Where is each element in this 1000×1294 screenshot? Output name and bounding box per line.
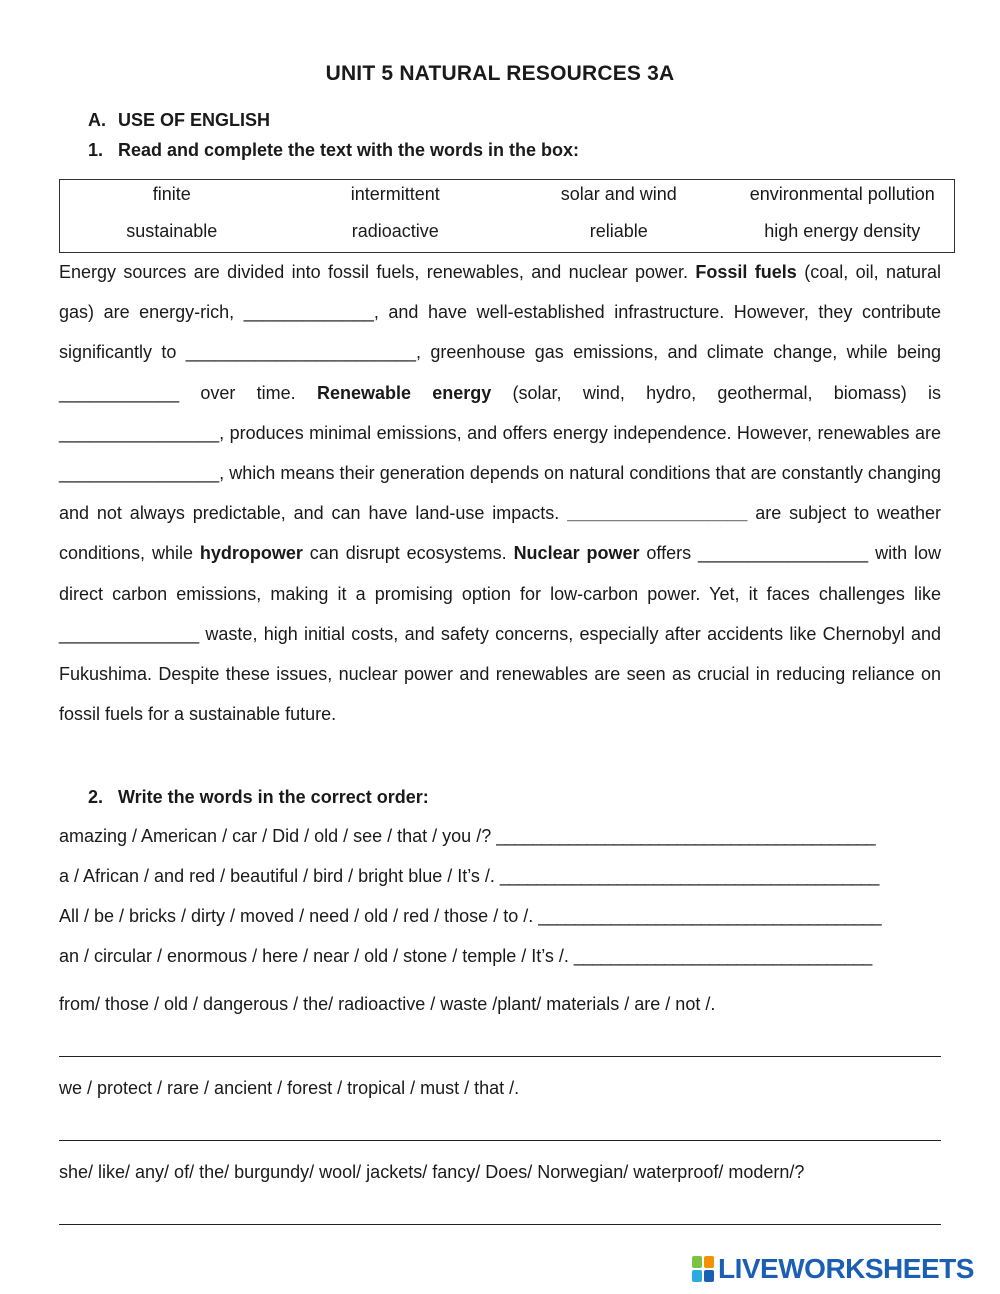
answer-blank[interactable]: __________________________________________ [496,826,875,846]
order-item [59,946,941,967]
reading-paragraph [59,252,941,734]
answer-line[interactable] [59,1224,941,1225]
paragraph-text: can disrupt ecosystems. [302,543,514,564]
order-item [59,826,941,847]
word-box-row [60,180,954,217]
task-2-label: Write the words in the correct order: [118,787,429,807]
bold-term: hydropower [199,543,303,564]
order-prompt: an / circular / enormous / here / near / old / stone / temple / It’s /. [59,946,574,966]
bold-term: Nuclear power [513,543,640,564]
order-prompt: All / be / bricks / dirty / moved / need / old / red / those / to /. [59,906,539,926]
paragraph-text: (solar, wind, hydro, geothermal, biomass) is ________________, produces minimal emissions, and offers energy independence. However, renewables are ________________, which means their generation depends on natural conditions that are constantly changing and not always predictable, and can have land-use impacts. [59,382,941,524]
answer-line[interactable] [59,1140,941,1141]
order-prompt-long: she/ like/ any/ of/ the/ burgundy/ wool/ jackets/ fancy/ Does/ Norwegian/ waterproof/ modern/? [59,1162,805,1182]
answer-blank[interactable]: _________________________________ [573,946,872,966]
word-box-word: solar and wind [560,184,677,204]
paragraph-text: (coal, oil, natural gas) are energy-rich, _____________, and have well-established infrastructure. However, they contribute significantly to _______________________, greenhouse gas emissions, and climate change, while being ____________ over time. [59,262,942,403]
order-item [59,906,941,927]
word-box-row [60,217,954,254]
order-item [59,866,941,887]
logo-mark-icon [692,1256,714,1282]
word-box-word: radioactive [351,221,439,241]
answer-line[interactable] [59,1056,941,1057]
paragraph-text: Energy sources are divided into fossil fuels, renewables, and nuclear power. [59,262,696,282]
bold-term: Renewable energy [316,382,492,403]
word-box-word: high energy density [764,221,921,241]
order-prompt-long: from/ those / old / dangerous / the/ radioactive / waste /plant/ materials / are / not /. [59,994,716,1014]
word-box-word: finite [152,184,191,204]
answer-blank[interactable]: __________________________________________ [499,866,879,886]
task-2-number: 2. [88,787,104,807]
page-title: UNIT 5 NATURAL RESOURCES 3A [325,62,675,85]
word-box-word: intermittent [350,184,440,204]
paragraph-text: are subject to weather conditions, while [59,503,941,564]
paragraph-text: offers _________________ with low direct carbon emissions, making it a promising option for low-carbon power. Yet, it faces challenges like ______________ waste, high initial costs, and safety concerns, especially after accidents like Chernobyl and Fukushima. Despite these issues, nuclear power and renewables are seen as crucial in reducing reliance on fossil fuels for a sustainable future. [59,543,941,725]
order-prompt: amazing / American / car / Did / old / see / that / you /? [59,826,497,846]
task-1-label: Read and complete the text with the words in the box: [118,140,580,160]
bold-blank[interactable]: __________________ [567,503,748,524]
word-box [59,179,955,253]
answer-blank[interactable]: ______________________________________ [538,906,881,926]
bold-term: Fossil fuels [695,262,797,282]
word-box-word: environmental pollution [749,184,935,204]
task-1-heading [88,140,579,161]
section-label: USE OF ENGLISH [118,110,271,130]
order-prompt: a / African / and red / beautiful / bird / bright blue / It’s /. [59,866,500,886]
word-box-word: sustainable [126,221,218,241]
liveworksheets-logo [692,1254,974,1284]
word-box-word: reliable [589,221,648,241]
logo-text: LIVEWORKSHEETS [718,1253,974,1284]
task-2-heading [88,787,429,808]
task-1-number: 1. [88,140,104,160]
section-heading [88,110,270,131]
order-prompt-long: we / protect / rare / ancient / forest / tropical / must / that /. [59,1078,520,1098]
section-letter: A. [88,110,106,130]
